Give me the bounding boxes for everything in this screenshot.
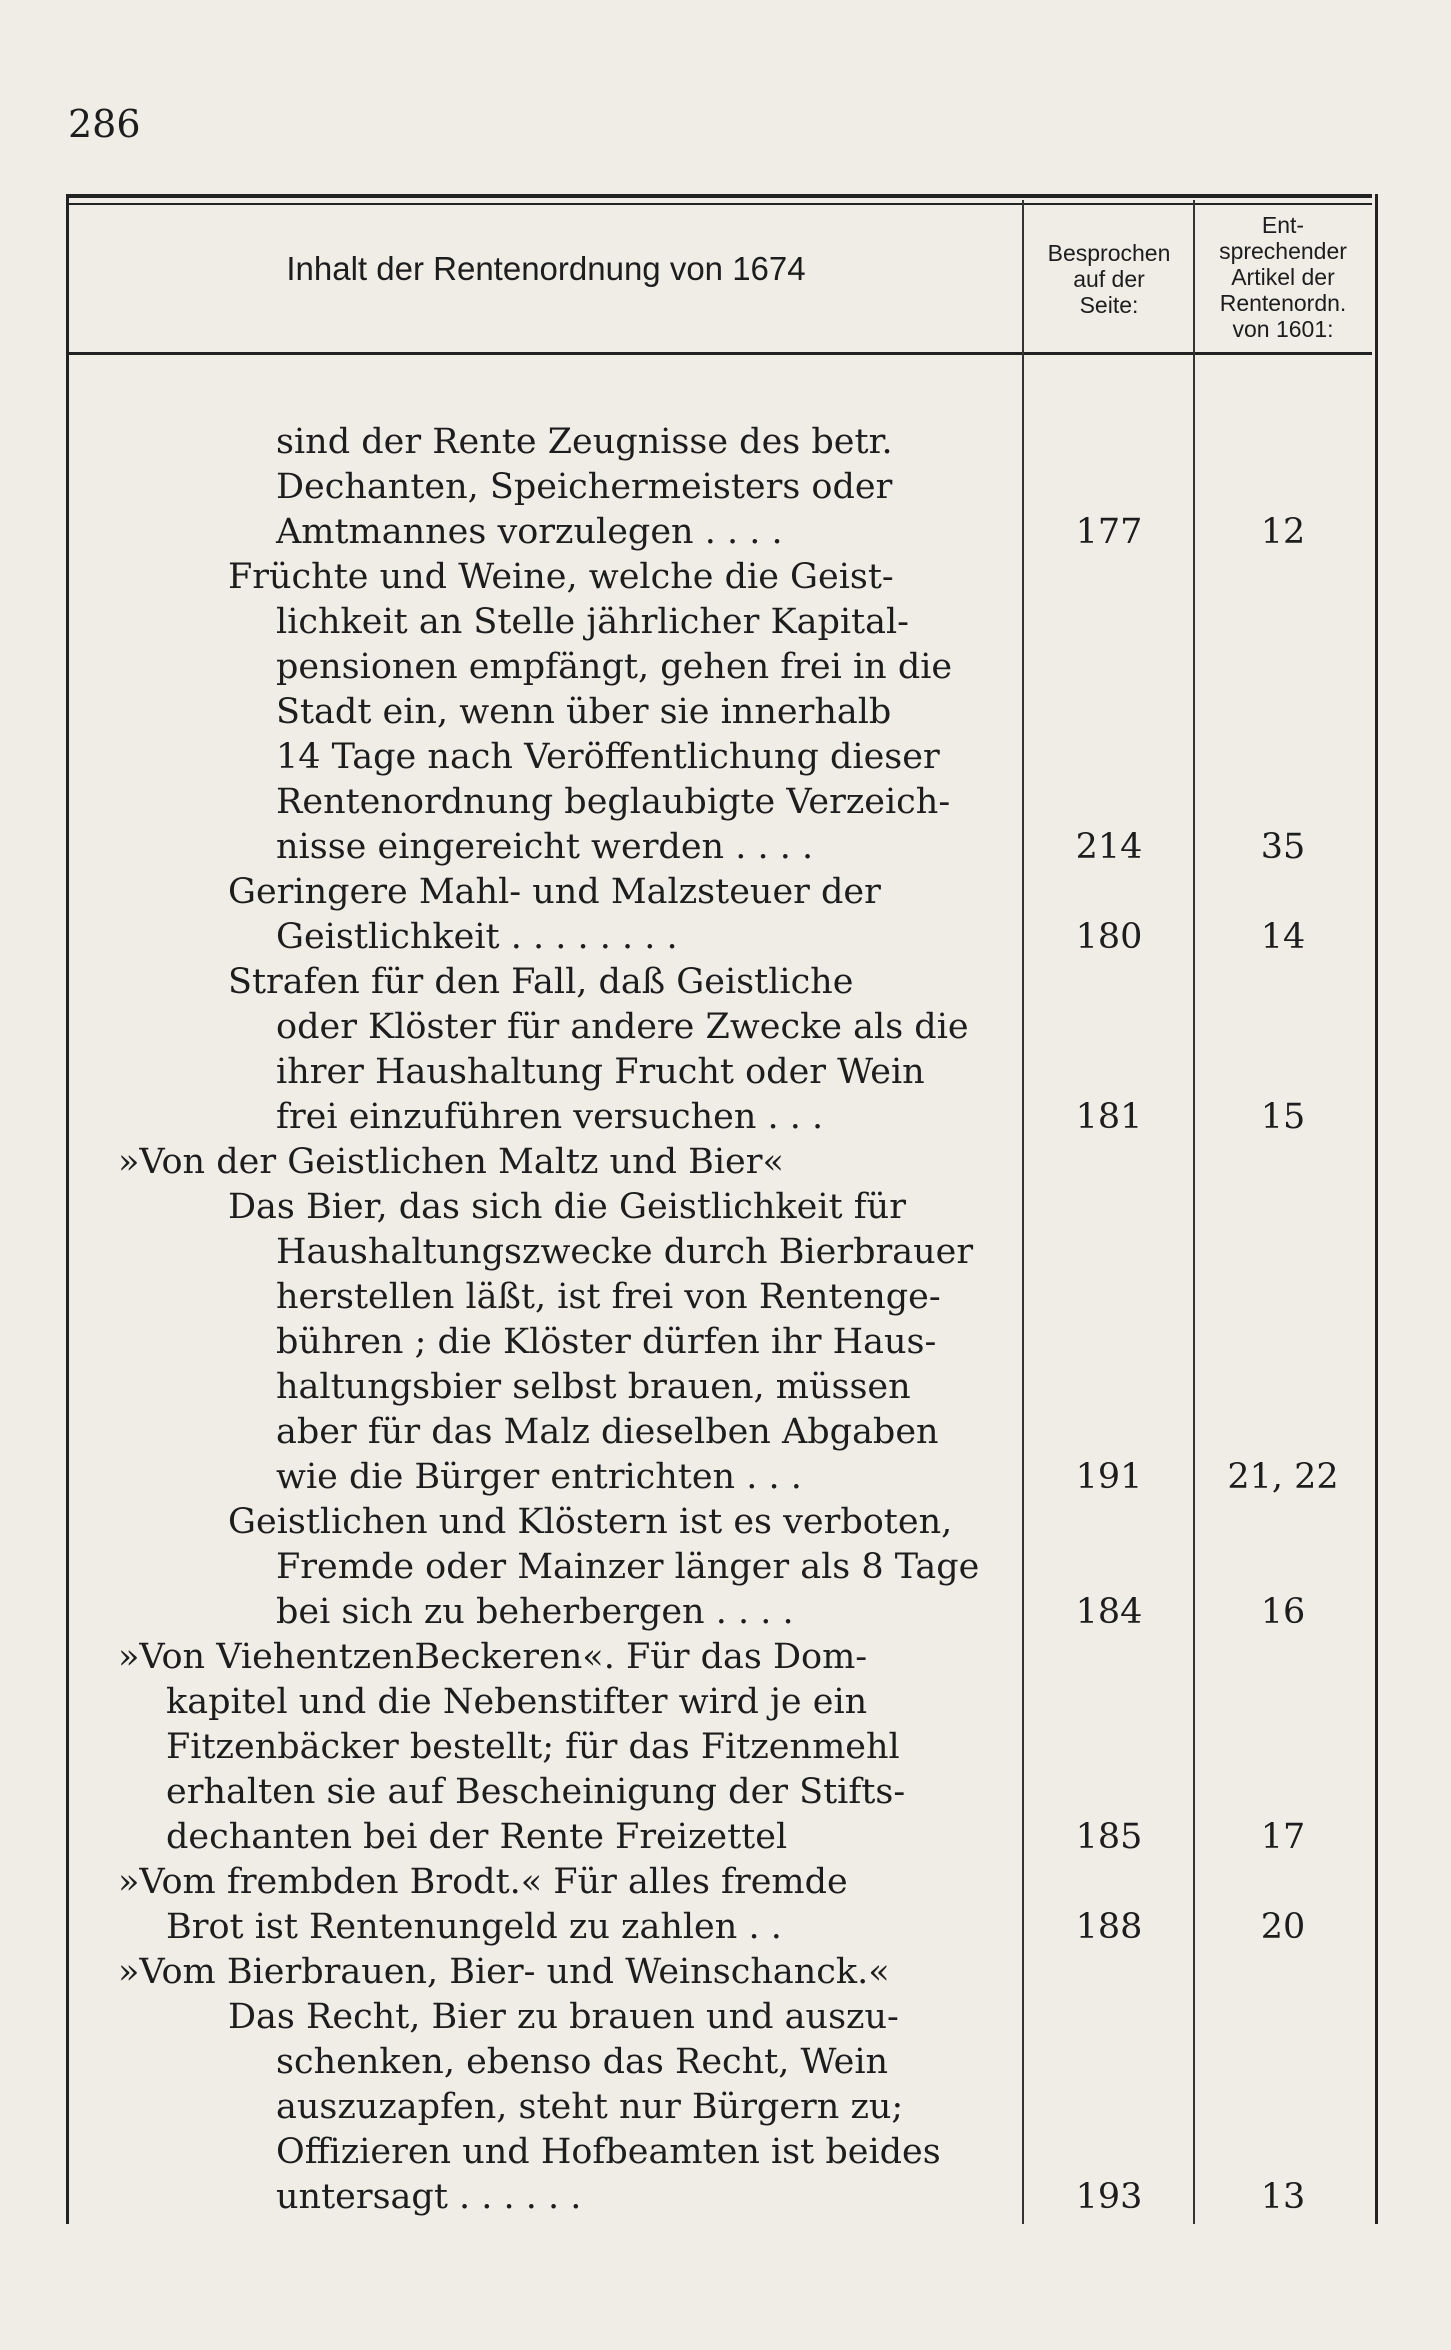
entry-text-line: oder Klöster für andere Zwecke als die — [276, 1007, 969, 1047]
entry-text-line: Fitzenbäcker bestellt; für das Fitzenmehl — [166, 1727, 900, 1767]
page-reference: 180 — [1075, 917, 1143, 957]
entry-text-line: kapitel und die Nebenstifter wird je ein — [166, 1682, 868, 1722]
entry-text-line: Geringere Mahl- und Malzsteuer der — [228, 872, 881, 912]
page-number: 286 — [68, 102, 141, 146]
page-reference: 181 — [1075, 1097, 1143, 1137]
entry-text-line: bühren ; die Klöster dürfen ihr Haus- — [276, 1322, 937, 1362]
entry-text-line: ihrer Haushaltung Frucht oder Wein — [276, 1052, 925, 1092]
header-article-column: Ent- sprechender Artikel der Rentenordn. von 1601: — [1219, 212, 1347, 342]
entry-text-line: nisse eingereicht werden . . . . — [276, 827, 814, 867]
page-reference: 191 — [1075, 1457, 1143, 1497]
entry-text-line: Das Recht, Bier zu brauen und auszu- — [228, 1997, 899, 2037]
entry-text-line: »Von ViehentzenBeckeren«. Für das Dom- — [118, 1637, 868, 1677]
entry-text-line: sind der Rente Zeugnisse des betr. — [276, 422, 893, 462]
article-reference: 12 — [1260, 512, 1306, 552]
entry-text-line: lichkeit an Stelle jährlicher Kapital- — [276, 602, 910, 642]
column-divider-article — [1193, 200, 1195, 2224]
entry-text-line: Fremde oder Mainzer länger als 8 Tage — [276, 1547, 980, 1587]
entry-text-line: »Vom Bierbrauen, Bier- und Weinschanck.« — [118, 1952, 890, 1992]
entry-text-line: Dechanten, Speichermeisters oder — [276, 467, 893, 507]
article-reference: 16 — [1260, 1592, 1306, 1632]
article-reference: 13 — [1260, 2177, 1306, 2217]
entry-text-line: wie die Bürger entrichten . . . — [276, 1457, 802, 1497]
page-reference: 193 — [1075, 2177, 1143, 2217]
entry-text-line: Das Bier, das sich die Geistlichkeit für — [228, 1187, 906, 1227]
table-top-rule-inner — [66, 203, 1372, 205]
entry-text-line: schenken, ebenso das Recht, Wein — [276, 2042, 889, 2082]
entry-text-line: Rentenordnung beglaubigte Verzeich- — [276, 782, 951, 822]
entry-text-line: Brot ist Rentenungeld zu zahlen . . — [166, 1907, 782, 1947]
entry-text-line: auszuzapfen, steht nur Bürgern zu; — [276, 2087, 904, 2127]
article-reference: 14 — [1260, 917, 1306, 957]
table-top-rule — [66, 194, 1372, 198]
entry-text-line: frei einzuführen versuchen . . . — [276, 1097, 824, 1137]
entry-text-line: Haushaltungszwecke durch Bierbrauer — [276, 1232, 974, 1272]
entry-text-line: untersagt . . . . . . — [276, 2177, 582, 2217]
entry-text-line: Geistlichen und Klöstern ist es verboten, — [228, 1502, 953, 1542]
entry-text-line: herstellen läßt, ist frei von Rentenge- — [276, 1277, 941, 1317]
entry-text-line: pensionen empfängt, gehen frei in die — [276, 647, 953, 687]
entry-text-line: Geistlichkeit . . . . . . . . — [276, 917, 678, 957]
entry-text-line: 14 Tage nach Veröffentlichung dieser — [276, 737, 940, 777]
article-reference: 20 — [1260, 1907, 1306, 1947]
entry-text-line: Früchte und Weine, welche die Geist- — [228, 557, 894, 597]
entry-text-line: aber für das Malz dieselben Abgaben — [276, 1412, 939, 1452]
header-page-column: Besprochen auf der Seite: — [1047, 240, 1171, 318]
entry-text-line: Amtmannes vorzulegen . . . . — [276, 512, 783, 552]
article-reference: 15 — [1260, 1097, 1306, 1137]
entry-text-line: haltungsbier selbst brauen, müssen — [276, 1367, 911, 1407]
entry-text-line: Strafen für den Fall, daß Geistliche — [228, 962, 854, 1002]
page-reference: 185 — [1075, 1817, 1143, 1857]
entry-text-line: »Von der Geistlichen Maltz und Bier« — [118, 1142, 784, 1182]
entry-text-line: Offizieren und Hofbeamten ist beides — [276, 2132, 941, 2172]
entry-text-line: bei sich zu beherbergen . . . . — [276, 1592, 794, 1632]
article-reference: 35 — [1260, 827, 1306, 867]
page-reference: 188 — [1075, 1907, 1143, 1947]
entry-text-line: dechanten bei der Rente Freizettel — [166, 1817, 788, 1857]
page-reference: 214 — [1075, 827, 1143, 867]
entry-text-line: erhalten sie auf Bescheinigung der Stifts- — [166, 1772, 906, 1812]
table-header-rule — [66, 352, 1372, 355]
column-divider-page — [1022, 200, 1024, 2224]
page-reference: 184 — [1075, 1592, 1143, 1632]
entry-text-line: Stadt ein, wenn über sie innerhalb — [276, 692, 892, 732]
entry-text-line: »Vom frembden Brodt.« Für alles fremde — [118, 1862, 848, 1902]
page-reference: 177 — [1075, 512, 1143, 552]
header-contents: Inhalt der Rentenordnung von 1674 — [286, 250, 806, 287]
article-reference: 21, 22 — [1227, 1457, 1339, 1497]
article-reference: 17 — [1260, 1817, 1306, 1857]
